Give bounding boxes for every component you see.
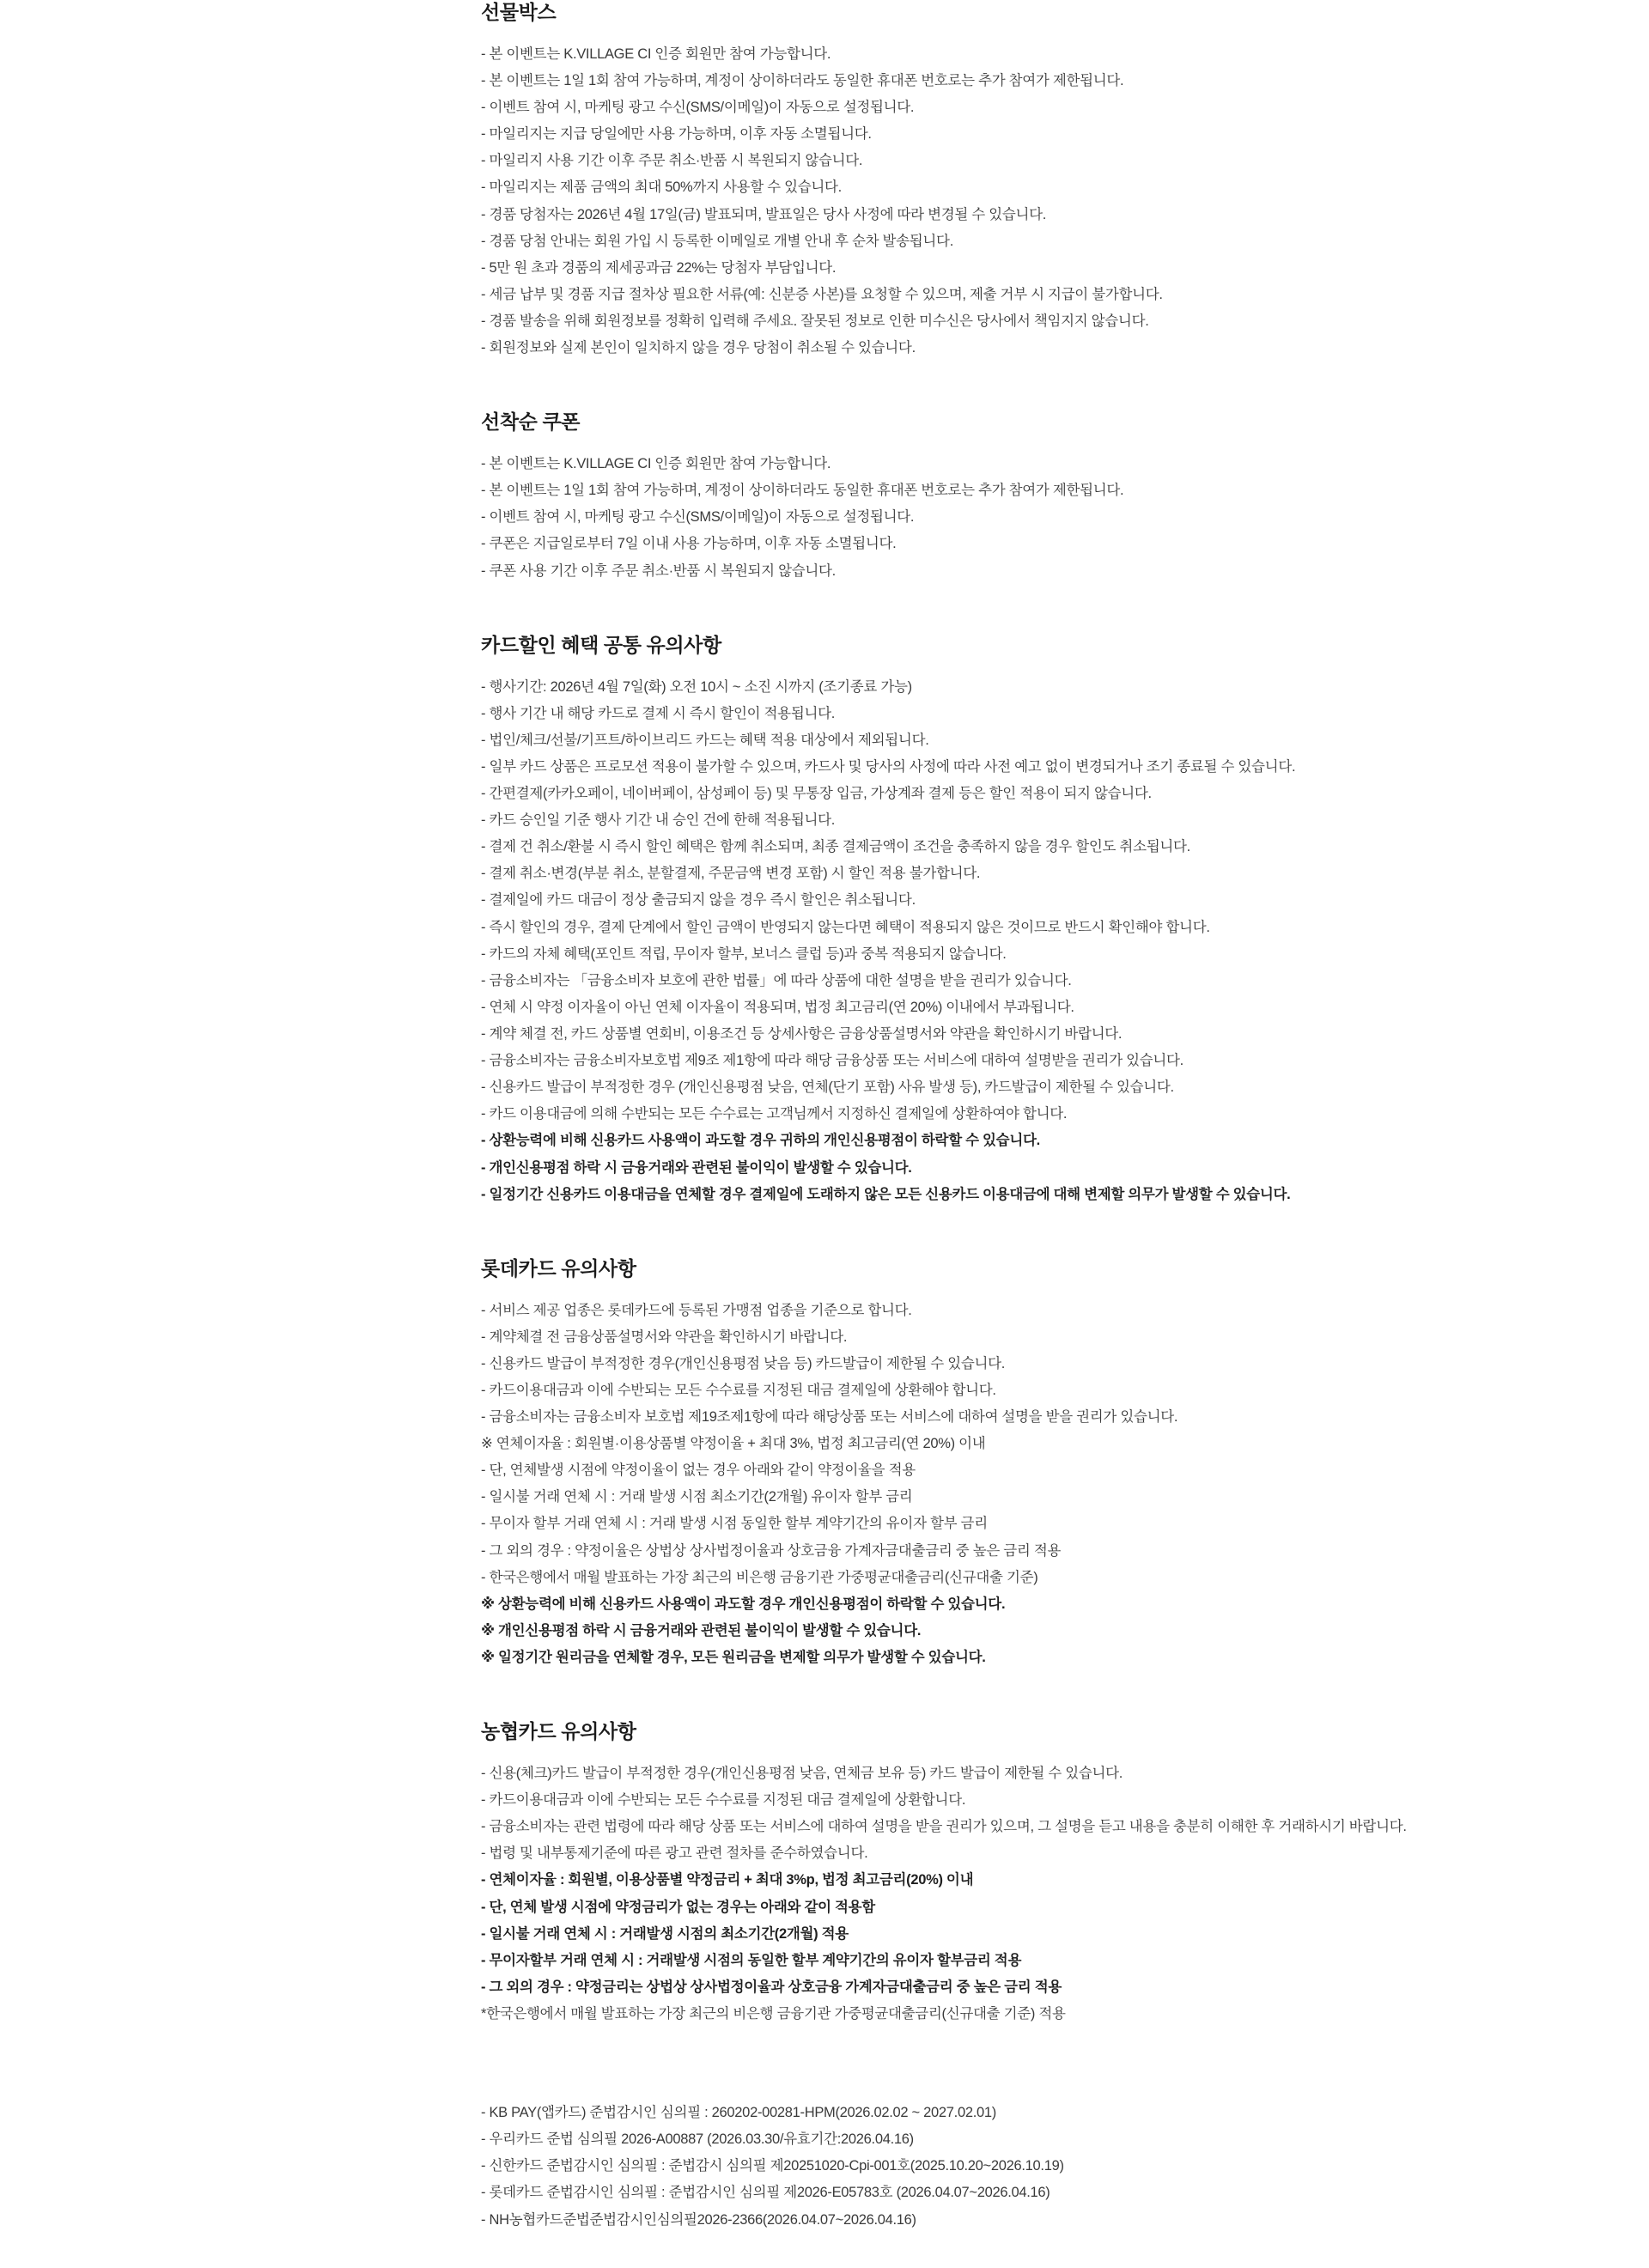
notice-list-card-discount-common	[481, 674, 1589, 1208]
list-item: - 개인신용평점 하락 시 금융거래와 관련된 불이익이 발생할 수 있습니다.	[481, 1159, 912, 1176]
list-item: - 본 이벤트는 1일 1회 참여 가능하며, 계정이 상이하더라도 동일한 휴대폰 번호로는 추가 참여가 제한됩니다.	[481, 73, 1124, 88]
list-item: - 본 이벤트는 1일 1회 참여 가능하며, 계정이 상이하더라도 동일한 휴대폰 번호로는 추가 참여가 제한됩니다.	[481, 483, 1124, 499]
list-item: - 신용카드 발급이 부적정한 경우(개인신용평점 낮음 등) 카드발급이 제한될 수 있습니다.	[481, 1355, 1006, 1371]
list-item: - 마일리지는 지급 당일에만 사용 가능하며, 이후 자동 소멸됩니다.	[481, 126, 872, 143]
list-item: - 단, 연체발생 시점에 약정이율이 없는 경우 아래와 같이 약정이율을 적용	[481, 1462, 916, 1479]
list-item: - 법인/체크/선불/기프트/하이브리드 카드는 혜택 적용 대상에서 제외됩니다.	[481, 732, 929, 748]
notice-list-lotte-card	[481, 1298, 1589, 1672]
list-item: - 무이자 할부 거래 연체 시 : 거래 발생 시점 동일한 할부 계약기간의 유이자 할부 금리	[481, 1516, 988, 1532]
notice-list-gift-box	[481, 41, 1589, 362]
list-item: - 일부 카드 상품은 프로모션 적용이 불가할 수 있으며, 카드사 및 당사의 사정에 따라 사전 예고 없이 변경되거나 조기 종료될 수 있습니다.	[481, 758, 1296, 775]
list-item: - 우리카드 준법 심의필 2026-A00887 (2026.03.30/유효기간:2026.04.16)	[481, 2131, 914, 2148]
list-item: - 카드이용대금과 이에 수반되는 모든 수수료를 지정된 대금 결제일에 상환해야 합니다.	[481, 1382, 996, 1398]
list-item: - 단, 연체 발생 시점에 약정금리가 없는 경우는 아래와 같이 적용함	[481, 1899, 875, 1915]
list-item: - 결제 건 취소/환불 시 즉시 할인 혜택은 함께 취소되며, 최종 결제금액이 조건을 충족하지 않을 경우 할인도 취소됩니다.	[481, 839, 1190, 855]
section-title-gift-box: 선물박스	[481, 1, 557, 23]
list-item: - 무이자할부 거래 연체 시 : 거래발생 시점의 동일한 할부 계약기간의 유이자 할부금리 적용	[481, 1952, 1022, 1968]
list-item: - 금융소비자는 금융소비자보호법 제9조 제1항에 따라 해당 금융상품 또는 서비스에 대하여 설명받을 권리가 있습니다.	[481, 1053, 1184, 1069]
list-item: - 연체이자율 : 회원별, 이용상품별 약정금리 + 최대 3%p, 법정 최고금리(20%) 이내	[481, 1872, 974, 1888]
list-item: - 결제 취소·변경(부분 취소, 분할결제, 주문금액 변경 포함) 시 할인 적용 불가합니다.	[481, 866, 981, 882]
compliance-approval-list	[481, 2100, 1589, 2234]
list-item: - 그 외의 경우 : 약정금리는 상법상 상사법정이율과 상호금융 가계자금대출금리 중 높은 금리 적용	[481, 1979, 1062, 1995]
list-item: - 그 외의 경우 : 약정이율은 상법상 상사법정이율과 상호금융 가계자금대출금리 중 높은 금리 적용	[481, 1542, 1062, 1559]
list-item: - 쿠폰 사용 기간 이후 주문 취소·반품 시 복원되지 않습니다.	[481, 562, 836, 579]
section-title-card-discount-common: 카드할인 혜택 공통 유의사항	[481, 633, 721, 656]
list-item: - 경품 당첨자는 2026년 4월 17일(금) 발표되며, 발표일은 당사 사정에 따라 변경될 수 있습니다.	[481, 206, 1047, 222]
list-item: - 세금 납부 및 경품 지급 절차상 필요한 서류(예: 신분증 사본)를 요청할 수 있으며, 제출 거부 시 지급이 불가합니다.	[481, 286, 1163, 302]
list-item: ※ 개인신용평점 하락 시 금융거래와 관련된 불이익이 발생할 수 있습니다.	[481, 1622, 922, 1639]
list-item: - 이벤트 참여 시, 마케팅 광고 수신(SMS/이메일)이 자동으로 설정됩니다.	[481, 509, 915, 526]
notice-list-first-come-coupon	[481, 451, 1589, 585]
list-item: - 회원정보와 실제 본인이 일치하지 않을 경우 당첨이 취소될 수 있습니다.	[481, 340, 916, 356]
list-item: - 일시불 거래 연체 시 : 거래발생 시점의 최소기간(2개월) 적용	[481, 1925, 849, 1942]
list-item: - 일정기간 신용카드 이용대금을 연체할 경우 결제일에 도래하지 않은 모든 신용카드 이용대금에 대해 변제할 의무가 발생할 수 있습니다.	[481, 1186, 1291, 1202]
section-title-lotte-card: 롯데카드 유의사항	[481, 1256, 636, 1280]
list-item: ※ 연체이자율 : 회원별·이용상품별 약정이율 + 최대 3%, 법정 최고금리(연 20%) 이내	[481, 1436, 986, 1452]
list-item: - 일시불 거래 연체 시 : 거래 발생 시점 최소기간(2개월) 유이자 할부 금리	[481, 1489, 913, 1505]
section-card-discount-common	[481, 633, 1589, 1208]
list-item: - 마일리지는 제품 금액의 최대 50%까지 사용할 수 있습니다.	[481, 179, 842, 196]
list-item: - 간편결제(카카오페이, 네이버페이, 삼성페이 등) 및 무통장 입금, 가상계좌 결제 등은 할인 적용이 되지 않습니다.	[481, 785, 1152, 801]
list-item: - 서비스 제공 업종은 롯데카드에 등록된 가맹점 업종을 기준으로 합니다.	[481, 1302, 912, 1318]
list-item: - 본 이벤트는 K.VILLAGE CI 인증 회원만 참여 가능합니다.	[481, 46, 831, 62]
list-item: - 신용카드 발급이 부적정한 경우 (개인신용평점 낮음, 연체(단기 포함) 사유 발생 등), 카드발급이 제한될 수 있습니다.	[481, 1079, 1174, 1096]
list-item: - 경품 발송을 위해 회원정보를 정확히 입력해 주세요. 잘못된 정보로 인한 미수신은 당사에서 책임지지 않습니다.	[481, 313, 1149, 329]
notice-content	[481, 0, 1589, 2234]
list-item: - 계약 체결 전, 카드 상품별 연회비, 이용조건 등 상세사항은 금융상품설명서와 약관을 확인하시기 바랍니다.	[481, 1025, 1123, 1042]
section-first-come-coupon	[481, 410, 1589, 584]
list-item: - 롯데카드 준법감시인 심의필 : 준법감시인 심의필 제2026-E05783호 (2026.04.07~2026.04.16)	[481, 2185, 1050, 2201]
list-item: - 카드의 자체 혜택(포인트 적립, 무이자 할부, 보너스 클럽 등)과 중복 적용되지 않습니다.	[481, 946, 1007, 962]
section-title-nh-card: 농협카드 유의사항	[481, 1720, 636, 1743]
section-lotte-card	[481, 1256, 1589, 1671]
list-item: - 카드 이용대금에 의해 수반되는 모든 수수료는 고객님께서 지정하신 결제일에 상환하여야 합니다.	[481, 1106, 1068, 1122]
list-item: - 금융소비자는 「금융소비자 보호에 관한 법률」에 따라 상품에 대한 설명을 받을 권리가 있습니다.	[481, 972, 1072, 988]
list-item: - 신용(체크)카드 발급이 부적정한 경우(개인신용평점 낮음, 연체금 보유 등) 카드 발급이 제한될 수 있습니다.	[481, 1766, 1123, 1782]
list-item: - 금융소비자는 관련 법령에 따라 해당 상품 또는 서비스에 대하여 설명을 받을 권리가 있으며, 그 설명을 듣고 내용을 충분히 이해한 후 거래하시기 바랍니다.	[481, 1819, 1407, 1835]
list-item: - 계약체결 전 금융상품설명서와 약관을 확인하시기 바랍니다.	[481, 1329, 848, 1345]
list-item: ※ 일정기간 원리금을 연체할 경우, 모든 원리금을 변제할 의무가 발생할 수 있습니다.	[481, 1650, 986, 1666]
list-item: ※ 상환능력에 비해 신용카드 사용액이 과도할 경우 개인신용평점이 하락할 수 있습니다.	[481, 1596, 1006, 1612]
section-gift-box	[481, 0, 1589, 362]
list-item: - 경품 당첨 안내는 회원 가입 시 등록한 이메일로 개별 안내 후 순차 발송됩니다.	[481, 233, 953, 249]
list-item: - NH농협카드준법준법감시인심의필2026-2366(2026.04.07~2026.04.16)	[481, 2211, 916, 2228]
compliance-approval-block	[481, 2100, 1589, 2234]
list-item: - 이벤트 참여 시, 마케팅 광고 수신(SMS/이메일)이 자동으로 설정됩니다.	[481, 100, 915, 116]
list-item: *한국은행에서 매월 발표하는 가장 최근의 비은행 금융기관 가중평균대출금리(신규대출 기준) 적용	[481, 2006, 1066, 2022]
list-item: - 금융소비자는 금융소비자 보호법 제19조제1항에 따라 해당상품 또는 서비스에 대하여 설명을 받을 권리가 있습니다.	[481, 1409, 1178, 1426]
list-item: - 카드 승인일 기준 행사 기간 내 승인 건에 한해 적용됩니다.	[481, 812, 836, 829]
section-title-first-come-coupon: 선착순 쿠폰	[481, 410, 581, 434]
list-item: - 행사기간: 2026년 4월 7일(화) 오전 10시 ~ 소진 시까지 (조기종료 가능)	[481, 678, 912, 695]
list-item: - 즉시 할인의 경우, 결제 단계에서 할인 금액이 반영되지 않는다면 혜택이 적용되지 않은 것이므로 반드시 확인해야 합니다.	[481, 919, 1210, 935]
list-item: - 법령 및 내부통제기준에 따른 광고 관련 절차를 준수하였습니다.	[481, 1845, 868, 1862]
notice-list-nh-card	[481, 1760, 1589, 2028]
list-item: - 한국은행에서 매월 발표하는 가장 최근의 비은행 금융기관 가중평균대출금리(신규대출 기준)	[481, 1569, 1038, 1585]
section-nh-card	[481, 1719, 1589, 2028]
list-item: - 마일리지 사용 기간 이후 주문 취소·반품 시 복원되지 않습니다.	[481, 153, 863, 169]
list-item: - 행사 기간 내 해당 카드로 결제 시 즉시 할인이 적용됩니다.	[481, 705, 836, 721]
list-item: - 본 이벤트는 K.VILLAGE CI 인증 회원만 참여 가능합니다.	[481, 456, 831, 472]
list-item: - 신한카드 준법감시인 심의필 : 준법감시 심의필 제20251020-Cpi-001호(2025.10.20~2026.10.19)	[481, 2158, 1064, 2174]
list-item: - KB PAY(앱카드) 준법감시인 심의필 : 260202-00281-HPM(2026.02.02 ~ 2027.02.01)	[481, 2105, 996, 2121]
list-item: - 쿠폰은 지급일로부터 7일 이내 사용 가능하며, 이후 자동 소멸됩니다.	[481, 536, 897, 552]
list-item: - 연체 시 약정 이자율이 아닌 연체 이자율이 적용되며, 법정 최고금리(연 20%) 이내에서 부과됩니다.	[481, 999, 1074, 1015]
list-item: - 카드이용대금과 이에 수반되는 모든 수수료를 지정된 대금 결제일에 상환합니다.	[481, 1792, 966, 1809]
list-item: - 결제일에 카드 대금이 정상 출금되지 않을 경우 즉시 할인은 취소됩니다.	[481, 892, 916, 909]
list-item: - 5만 원 초과 경품의 제세공과금 22%는 당첨자 부담입니다.	[481, 259, 837, 276]
list-item: - 상환능력에 비해 신용카드 사용액이 과도할 경우 귀하의 개인신용평점이 하락할 수 있습니다.	[481, 1133, 1040, 1149]
